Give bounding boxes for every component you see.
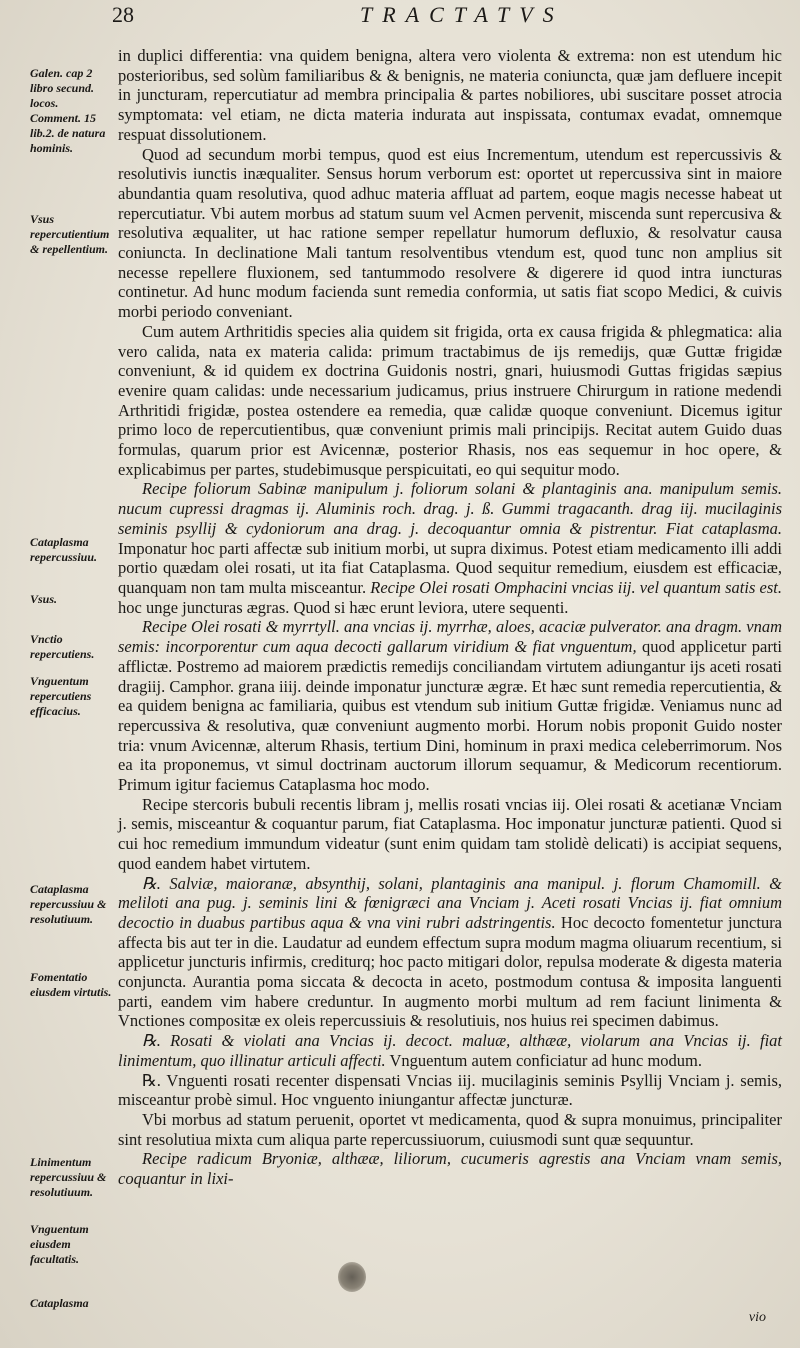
page-header: [30, 2, 784, 32]
body-text: [118, 46, 782, 1189]
margin-note-cataplasma-2: Cataplasma repercussiuu & resolutiuum.: [30, 882, 107, 926]
margin-note-linimentum: Linimentum repercussiuu & resolutiuum.: [30, 1155, 107, 1199]
paragraph: Cum autem Arthritidis species alia quidem sit frigida, orta ex causa frigida & phlegmatica: alia vero calida, nata ex materia calida: primum tractabimus de ijs remedijs, quæ Guttæ frigidæ conveniunt, & id quidem ex doctrina Guidonis nostri, gnari, huiusmodi Guttas frigidas sæpius evenire quam calidas: unde necessarium judicamus, prius instruere Chirurgum in ratione medendi Arthritidi frigidæ, postea ostendere ea remedia, quæ calidæ quoque conveniunt. Dicemus igitur primo loco de repercutientibus, quæ conveniunt primis mali principijs. Recitat autem Guido duas formulas, quarum prior est Avicennæ, posterior Rhasis, nos eas sequemur in hoc opere, & explicabimus per partes, studebimusque perspicuitati, eo qui sequitur modo.: [118, 321, 782, 479]
margin-note-fomentatio: Fomentatio eiusdem virtutis.: [30, 970, 112, 999]
paragraph: Recipe stercoris bubuli recentis libram j, mellis rosati vncias iij. Olei rosati & acetianæ Vnciam j. semis, misceantur & coquantur parum, fiat Cataplasma. Hoc imponatur juncturæ patienti. Quod si cui hoc remedium immundum videatur (sunt enim quidam tam stolidè delicati) is accipiat sequens, quod eandem habet virtutem.: [118, 794, 782, 873]
paragraph: ℞. Vnguenti rosati recenter dispensati Vncias iij. mucilaginis seminis Psyllij Vnciam j. semis, misceantur probè simul. Hoc vnguento iniungantur affectæ juncturæ.: [118, 1070, 782, 1110]
margin-note-cataplasma-3: Cataplasma: [30, 1296, 89, 1310]
margin-note-galen: Galen. cap 2 libro secund. locos. Comment. 15 lib.2. de natura hominis.: [30, 66, 106, 155]
ink-blot: [338, 1262, 366, 1292]
paragraph-text: quod applicetur parti afflictæ. Postremo ad maiorem prædictis remedijs conciliandam virtutem adiungantur ijs aceti rosati dragiij. Camphor. grana iiij. deinde imponatur juncturæ ægræ. Et hæc sunt remedia repercutientia, & ea quidem benigna ac familiaria, quibus est vtendum sub initium Guttæ frigidæ. Veniamus nunc ad repercussiva & resolutiva, quæ conveniunt augmento morbi. Horum nobis proponit Guido noster tria: vnum Avicennæ, alterum Rhasis, tertium Dini, hominum in praxi medica celeberrimorum. Nos ea ita proponemus, vt simul doctrinam auctorum illorum sequamur, & Medicorum recentiorum. Primum igitur faciemus Cataplasma hoc modo.: [118, 637, 782, 795]
paragraph-text: Imponatur hoc parti affectæ sub initium morbi, ut supra diximus. Potest etiam medicamento illi addi portio quædam olei rosati, ut ita fiat Cataplasma. Quod sequitur remedium, eiusdem est efficaciæ, quanquam non tam multa misceantur.: [118, 538, 782, 597]
paragraph-text: Vnguentum autem conficiatur ad hunc modum.: [389, 1050, 702, 1070]
margin-note-vsus: Vsus.: [30, 592, 58, 606]
paragraph: in duplici differentia: vna quidem benigna, altera vero violenta & extrema: non est utendum hic posterioribus, sed solùm familiaribus & & benignis, ne materia coniuncta, quæ jam defluere incepit in juncturam, repercutiatur ad membra principalia & partes nobiliores, ubi suscitare posset atrocia symptomata: vel etiam, ne dicta materia indurata aut inspissata, contumax evadat, omnemque respuat dissolutionem.: [118, 46, 782, 144]
recipe-paragraph: Recipe radicum Bryoniæ, althææ, liliorum, cucumeris agrestis ana Vnciam vnam semis, coquantur in lixi-: [118, 1149, 782, 1189]
recipe-paragraph: [118, 617, 782, 794]
recipe-text: ℞. Salviæ, maioranæ, absynthij, solani, plantaginis ana manipul. j. florum Chamomill. & meliloti ana pug. j. seminis lini & fœnigræci ana Vnciam j. Aceti rosati Vncias ij. fiat omnium decoctio in duabus partibus aqua & vna vini rubri adstringentis.: [118, 873, 782, 932]
margin-note-vnguentum-2: Vnguentum eiusdem facultatis.: [30, 1222, 89, 1266]
recipe-paragraph: [118, 1031, 782, 1070]
paragraph: Quod ad secundum morbi tempus, quod est eius Incrementum, utendum est repercussivis & resolutivis iunctis inæqualiter. Sensus horum verborum est: oportet ut repercussiva sint in maiore abundantia quam resolutiva, quod adhuc materia affluat ad partem, eoque magis necesse habeat ut repercutiatur. Vbi autem morbus ad statum suum vel Acmen pervenit, miscenda sunt repercusiva & resolutiva æqualiter, ut hac ratione semper repellatur humorum defluxio, & resolvatur causa coniuncta. In declinatione Mali tantum resolventibus vtendum est, quod tunc non amplius sit necesse repellere fluxionem, sed tantummodo resolvere & digerere id quod intra iuncturas continetur. Ad hunc modum facienda sunt remedia conformia, ut satis fiat scopo Medici, & cuivis morbi periodo conveniant.: [118, 144, 782, 322]
recipe-text: Recipe Olei rosati Omphacini vncias iij. vel quantum satis est.: [370, 577, 782, 597]
margin-note-vnguentum-1: Vnguentum repercutiens efficacius.: [30, 674, 92, 718]
margin-note-cataplasma-1: Cataplasma repercussiuu.: [30, 535, 98, 564]
recipe-text: ℞. Rosati & violati ana Vncias ij. decoct. maluæ, althææ, violarum ana Vncias ij. fiat linimentum, quo illinatur articuli affecti.: [118, 1031, 782, 1070]
running-head: TRACTATVS: [360, 2, 564, 27]
recipe-paragraph: [118, 874, 782, 1032]
margin-note-vsus-repercutientium: Vsus repercutientium & repellentium.: [30, 212, 110, 256]
margin-note-vnctio: Vnctio repercutiens.: [30, 632, 95, 661]
recipe-text: Recipe Olei rosati & myrrtyll. ana vncias ij. myrrhæ, aloes, acaciæ pulverator. ana dragm. vnam semis: incorporentur cum aqua decocti gallarum viridium & fiat vnguentum,: [118, 617, 782, 657]
recipe-paragraph: [118, 479, 782, 617]
paragraph: Vbi morbus ad statum peruenit, oportet vt medicamenta, quod & supra monuimus, principaliter sint resolutiua mixta cum aliqua parte repercussiuorum, cuiusmodi sunt quæ sequuntur.: [118, 1109, 782, 1149]
catchword: vio: [748, 1310, 766, 1325]
recipe-text: Recipe foliorum Sabinæ manipulum j. foliorum solani & plantaginis ana. manipulum semis. nucum cupressi dragmas ij. Aluminis roch. drag. j. ß. Gummi tragacanth. drag iij. mucilaginis seminis psyllij & cydoniorum ana drag. j. decoquantur omnia & pistrentur. Fiat cataplasma.: [118, 479, 782, 538]
page-number: 28: [112, 2, 134, 27]
paragraph-text: hoc unge juncturas ægras. Quod si hæc erunt leviora, utere sequenti.: [118, 597, 569, 617]
paragraph-text: Hoc decocto fomentetur junctura affecta bis aut ter in die. Laudatur ad eundem effectum supra modum magma oliuarum recentium, si applicetur juncturis infirmis, crediturq; hoc pacto mitigari dolor, repulsa moderate & digesta materia conjuncta. Aurantia poma siccata & decocta in aceto, postmodum contusa & imposita languenti parti, eandem vim habere creduntur. In augmento morbi multum ad rem faciunt linimenta & Vnctiones compositæ ex oleis repercussiuis & resolutiuis, nos huius rei specimen dabimus.: [118, 912, 783, 1031]
